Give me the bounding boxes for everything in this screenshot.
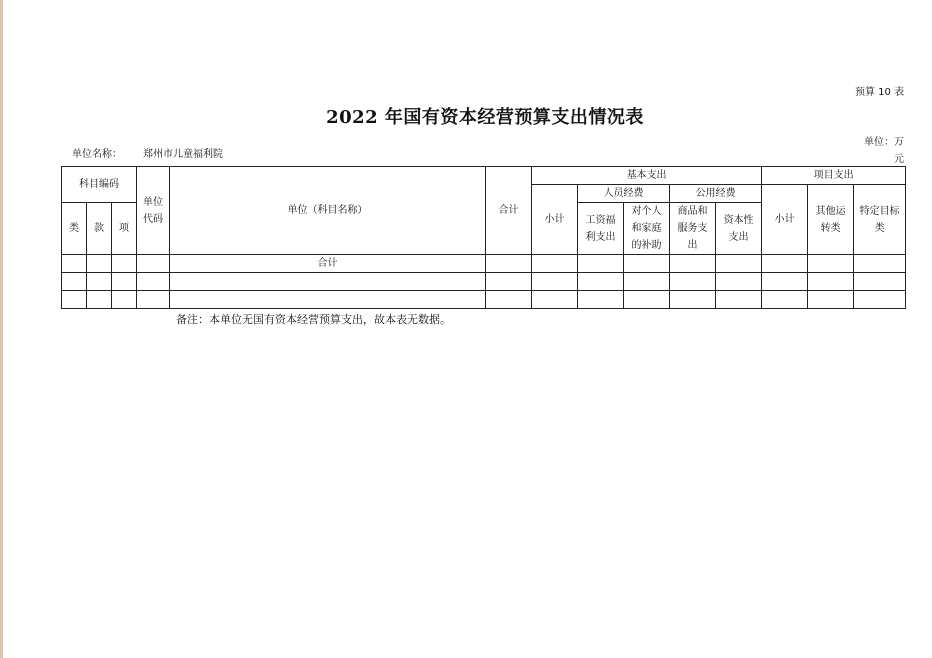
header-project-subtotal: 小计 (762, 185, 808, 255)
money-unit (858, 134, 904, 168)
cell-empty (62, 291, 87, 309)
total-row-label: 合计 (170, 255, 486, 273)
cell-empty (624, 291, 670, 309)
header-other-transfer-line2: 转类 (820, 222, 841, 234)
cell-empty (854, 291, 906, 309)
cell-empty (716, 291, 762, 309)
header-capital-line2: 支出 (728, 231, 749, 243)
cell-empty (532, 255, 578, 273)
header-lei: 类 (62, 203, 87, 255)
form-number: 预算 10 表 (855, 87, 905, 98)
unit-name-label: 单位名称： (72, 149, 122, 160)
cell-empty (716, 255, 762, 273)
header-goods-line1: 商品和 (677, 206, 708, 217)
header-specific-target-line1: 特定目标 (859, 205, 900, 217)
cell-empty (170, 273, 486, 291)
table-row-total (62, 255, 906, 273)
header-subsidy (624, 203, 670, 255)
cell-empty (486, 273, 532, 291)
table-row (62, 291, 906, 309)
header-other-transfer-line1: 其他运 (815, 205, 846, 217)
money-unit-line1: 单位：万 (864, 137, 904, 148)
header-unit-subject-name: 单位（科目名称） (170, 167, 486, 255)
cell-empty (716, 273, 762, 291)
cell-empty (62, 255, 87, 273)
cell-empty (578, 255, 624, 273)
cell-empty (670, 291, 716, 309)
cell-empty (624, 273, 670, 291)
header-subsidy-line1: 对个人 (631, 206, 662, 217)
cell-empty (670, 273, 716, 291)
cell-empty (578, 291, 624, 309)
cell-empty (762, 255, 808, 273)
cell-empty (486, 255, 532, 273)
header-basic-subtotal: 小计 (532, 185, 578, 255)
footnote: 备注：本单位无国有资本经营预算支出，故本表无数据。 (176, 313, 451, 326)
header-basic-expense: 基本支出 (532, 167, 762, 185)
cell-empty (112, 273, 137, 291)
header-personnel: 人员经费 (578, 185, 670, 203)
header-capital (716, 203, 762, 255)
cell-empty (137, 273, 170, 291)
cell-empty (854, 255, 906, 273)
header-unit-code-line2: 代码 (143, 213, 164, 225)
header-unit-code (137, 167, 170, 255)
cell-empty (532, 291, 578, 309)
cell-empty (486, 291, 532, 309)
header-goods-line3: 出 (687, 240, 698, 251)
header-row-1 (62, 167, 906, 185)
header-public: 公用经费 (670, 185, 762, 203)
header-project-expense: 项目支出 (762, 167, 906, 185)
cell-empty (532, 273, 578, 291)
cell-empty (624, 255, 670, 273)
header-capital-line1: 资本性 (723, 214, 754, 226)
header-goods (670, 203, 716, 255)
header-unit-code-line1: 单位 (143, 196, 164, 208)
cell-empty (762, 273, 808, 291)
cell-empty (87, 255, 112, 273)
cell-empty (112, 291, 137, 309)
header-goods-line2: 服务支 (677, 223, 708, 234)
cell-empty (112, 255, 137, 273)
header-xiang: 项 (112, 203, 137, 255)
cell-empty (62, 273, 87, 291)
cell-empty (808, 291, 854, 309)
header-specific-target (854, 185, 906, 255)
header-subject-code: 科目编码 (62, 167, 137, 203)
header-subsidy-line3: 的补助 (631, 240, 662, 251)
cell-empty (854, 273, 906, 291)
cell-empty (808, 273, 854, 291)
budget-table (61, 166, 906, 309)
cell-empty (578, 273, 624, 291)
cell-empty (762, 291, 808, 309)
cell-empty (87, 291, 112, 309)
header-specific-target-line2: 类 (874, 222, 885, 234)
page-title: 2022 年国有资本经营预算支出情况表 (326, 107, 644, 128)
cell-empty (170, 291, 486, 309)
cell-empty (808, 255, 854, 273)
unit-name-value: 郑州市儿童福利院 (143, 149, 223, 160)
cell-empty (670, 255, 716, 273)
header-kuan: 款 (87, 203, 112, 255)
cell-empty (137, 255, 170, 273)
header-subsidy-line2: 和家庭 (631, 223, 662, 234)
cell-empty (137, 291, 170, 309)
header-wages (578, 203, 624, 255)
money-unit-line2: 元 (894, 154, 904, 165)
page-left-edge (0, 0, 3, 658)
header-wages-line1: 工资福 (585, 214, 616, 226)
cell-empty (87, 273, 112, 291)
header-total: 合计 (486, 167, 532, 255)
header-other-transfer (808, 185, 854, 255)
header-wages-line2: 利支出 (585, 231, 616, 243)
table-row (62, 273, 906, 291)
